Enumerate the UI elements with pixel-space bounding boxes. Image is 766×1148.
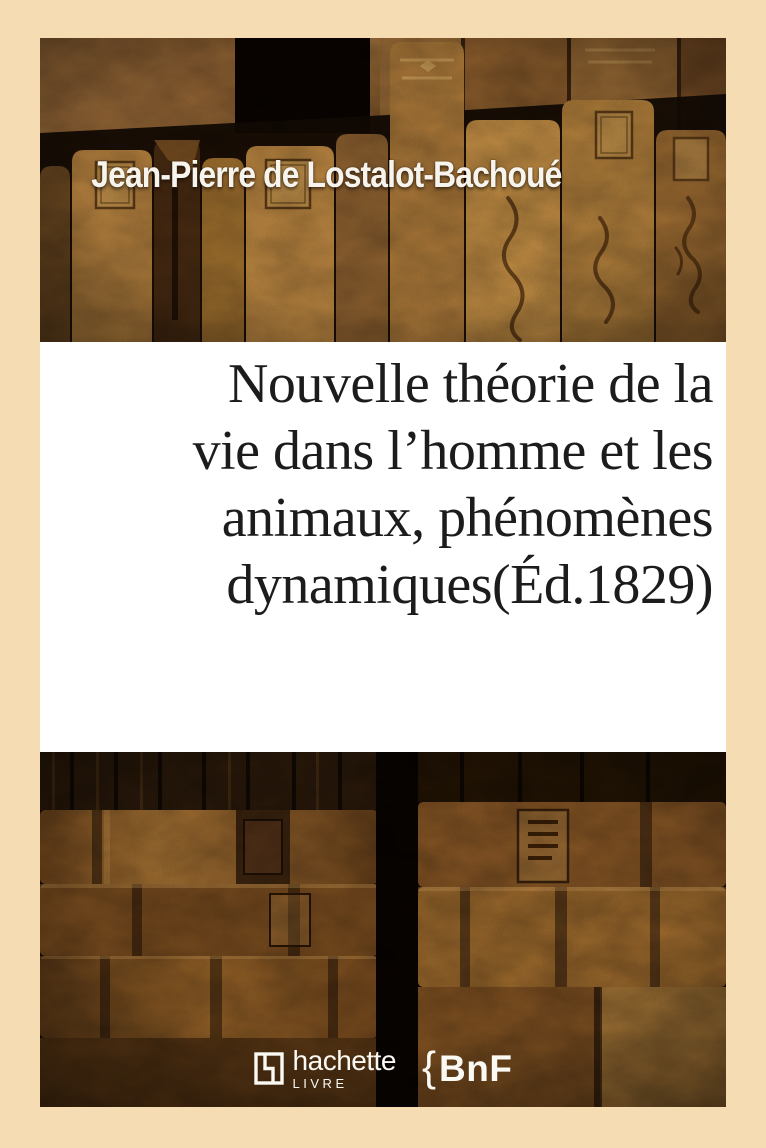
book-title: [40, 351, 713, 619]
book-cover: [40, 38, 726, 1107]
bnf-logo: [421, 1043, 513, 1090]
bottom-books-photo: [40, 752, 726, 1107]
hachette-wordmark: [292, 1044, 396, 1091]
title-line-1: Nouvelle théorie de la: [227, 353, 713, 415]
author-name: [40, 154, 669, 196]
author-name-text: Jean-Pierre de Lostalot-Bachoué: [90, 154, 562, 195]
bnf-brace-icon: {: [421, 1043, 436, 1090]
hachette-livre-logo: [254, 1044, 396, 1091]
hachette-livre-icon: [254, 1052, 284, 1085]
title-line-4: dynamiques(Éd.1829): [226, 554, 713, 616]
bnf-wordmark: BnF: [439, 1047, 513, 1089]
top-books-photo: [40, 38, 726, 342]
title-line-3: animaux, phénomènes: [221, 487, 713, 549]
title-band: [40, 342, 726, 752]
publisher-logos: [40, 1042, 726, 1094]
hachette-name: hachette: [292, 1044, 396, 1076]
title-line-2: vie dans l’homme et les: [192, 420, 713, 482]
hachette-livre-label: LIVRE: [292, 1075, 348, 1091]
